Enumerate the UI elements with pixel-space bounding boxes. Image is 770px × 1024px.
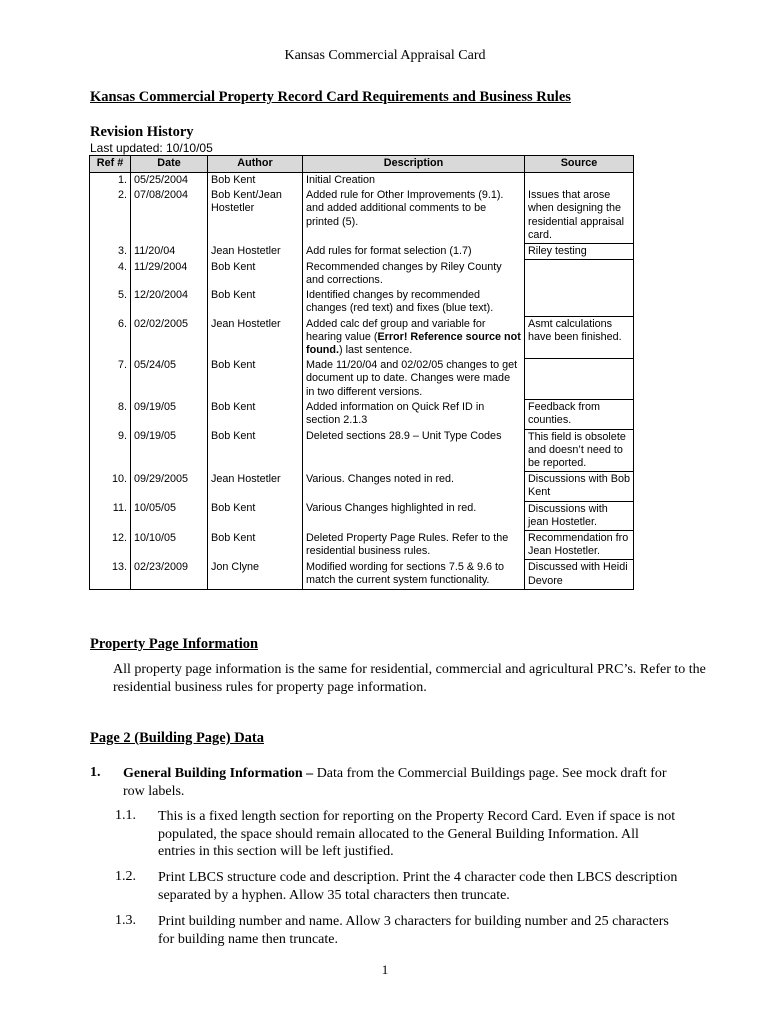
column-header-source: Source <box>525 156 634 173</box>
column-header-author: Author <box>208 156 303 173</box>
description-cell: Identified changes by recommended changes (red text) and fixes (blue text). <box>303 288 525 316</box>
table-row <box>90 317 634 359</box>
source-cell <box>525 260 634 288</box>
page-number: 1 <box>381 962 389 977</box>
author-cell: Jean Hostetler <box>208 472 303 501</box>
table-row <box>90 472 634 501</box>
ref-cell: 10. <box>90 472 131 501</box>
description-cell: Deleted Property Page Rules. Refer to the residential business rules. <box>303 531 525 560</box>
section-number: 1. <box>90 765 101 780</box>
description-cell: Made 11/20/04 and 02/02/05 changes to get document up to date. Changes were made in two different versions. <box>303 358 525 400</box>
ref-cell: 4. <box>90 260 131 288</box>
date-cell: 02/02/2005 <box>131 317 208 359</box>
table-row <box>90 560 634 589</box>
table-row <box>90 173 634 189</box>
ref-cell: 8. <box>90 400 131 429</box>
column-header-description: Description <box>303 156 525 173</box>
ref-cell: 1. <box>90 173 131 189</box>
date-cell: 09/29/2005 <box>131 472 208 501</box>
page-header: Kansas Commercial Appraisal Card <box>284 48 486 63</box>
author-cell: Bob Kent <box>208 260 303 288</box>
table-row <box>90 429 634 472</box>
date-cell: 09/19/05 <box>131 400 208 429</box>
description-cell: Added rule for Other Improvements (9.1). and added additional comments to be printed (5). <box>303 188 525 243</box>
table-row <box>90 188 634 243</box>
date-cell: 12/20/2004 <box>131 288 208 316</box>
item-text: This is a fixed length section for reporting on the Property Record Card. Even if space is not populated, the space should remain allocated to the General Building Information. All entries in this section will be left justified. <box>158 809 676 859</box>
source-cell <box>525 288 634 316</box>
item-number: 1.3. <box>115 913 136 928</box>
table-row <box>90 288 634 316</box>
source-cell: Issues that arose when designing the residential appraisal card. <box>525 188 634 243</box>
source-cell: Discussed with Heidi Devore <box>525 560 634 589</box>
description-cell: Deleted sections 28.9 – Unit Type Codes <box>303 429 525 472</box>
property-page-heading: Property Page Information <box>90 636 259 652</box>
item-text: Print building number and name. Allow 3 characters for building number and 25 characters for building name then truncate. <box>158 914 669 947</box>
date-cell: 05/24/05 <box>131 358 208 400</box>
description-cell: Add rules for format selection (1.7) <box>303 244 525 260</box>
description-cell: Recommended changes by Riley County and corrections. <box>303 260 525 288</box>
description-cell: Modified wording for sections 7.5 & 9.6 to match the current system functionality. <box>303 560 525 589</box>
date-cell: 11/20/04 <box>131 244 208 260</box>
description-cell: Initial Creation <box>303 173 525 189</box>
date-cell: 05/25/2004 <box>131 173 208 189</box>
ref-cell: 7. <box>90 358 131 400</box>
author-cell: Bob Kent <box>208 358 303 400</box>
table-row <box>90 531 634 560</box>
item-number: 1.2. <box>115 869 136 884</box>
author-cell: Bob Kent <box>208 501 303 530</box>
author-cell: Bob Kent/Jean Hostetler <box>208 188 303 243</box>
author-cell: Bob Kent <box>208 429 303 472</box>
last-updated-text: Last updated: 10/10/05 <box>90 141 213 155</box>
author-cell: Bob Kent <box>208 531 303 560</box>
section-paragraph <box>123 765 683 800</box>
description-cell <box>303 317 525 359</box>
description-cell: Various Changes highlighted in red. <box>303 501 525 530</box>
author-cell: Jean Hostetler <box>208 317 303 359</box>
page2-heading: Page 2 (Building Page) Data <box>90 730 264 746</box>
source-cell: This field is obsolete and doesn’t need to be reported. <box>525 429 634 472</box>
ref-cell: 9. <box>90 429 131 472</box>
table-row <box>90 501 634 530</box>
table-row <box>90 244 634 260</box>
description-cell: Added information on Quick Ref ID in section 2.1.3 <box>303 400 525 429</box>
author-cell: Bob Kent <box>208 400 303 429</box>
table-row <box>90 358 634 400</box>
description-text: Added calc def group and variable for hearing value ( <box>306 317 486 343</box>
source-cell: Discussions with Bob Kent <box>525 472 634 501</box>
table-row <box>90 260 634 288</box>
description-text: ) last sentence. <box>338 343 413 356</box>
source-cell <box>525 358 634 400</box>
date-cell: 10/05/05 <box>131 501 208 530</box>
section-title: General Building Information – <box>123 766 314 781</box>
date-cell: 02/23/2009 <box>131 560 208 589</box>
table-row <box>90 400 634 429</box>
date-cell: 07/08/2004 <box>131 188 208 243</box>
source-cell: Discussions with jean Hostetler. <box>525 501 634 530</box>
column-header-date: Date <box>131 156 208 173</box>
property-page-paragraph: All property page information is the same for residential, commercial and agricultural PRC’s. Refer to the residential business rules for property page information. <box>113 662 706 695</box>
date-cell: 09/19/05 <box>131 429 208 472</box>
date-cell: 10/10/05 <box>131 531 208 560</box>
ref-cell: 11. <box>90 501 131 530</box>
author-cell: Bob Kent <box>208 173 303 189</box>
ref-cell: 12. <box>90 531 131 560</box>
item-number: 1.1. <box>115 808 136 823</box>
author-cell: Bob Kent <box>208 288 303 316</box>
error-reference-text: Error! Reference source not found. <box>306 330 521 356</box>
table-header-row <box>90 156 634 173</box>
revision-history-table <box>89 155 634 590</box>
column-header-ref: Ref # <box>90 156 131 173</box>
source-cell: Riley testing <box>525 244 634 260</box>
ref-cell: 6. <box>90 317 131 359</box>
source-cell: Feedback from counties. <box>525 400 634 429</box>
source-cell <box>525 173 634 189</box>
author-cell: Jon Clyne <box>208 560 303 589</box>
section-text: Data from the Commercial Buildings page. See mock draft for row labels. <box>123 766 667 799</box>
ref-cell: 5. <box>90 288 131 316</box>
revision-history-heading: Revision History <box>90 124 194 140</box>
ref-cell: 3. <box>90 244 131 260</box>
ref-cell: 13. <box>90 560 131 589</box>
source-cell: Asmt calculations have been finished. <box>525 317 634 359</box>
source-cell: Recommendation fro Jean Hostetler. <box>525 531 634 560</box>
item-text: Print LBCS structure code and description. Print the 4 character code then LBCS description separated by a hyphen. Allow 35 total characters then truncate. <box>158 870 678 903</box>
document-title: Kansas Commercial Property Record Card Requirements and Business Rules <box>90 89 571 105</box>
author-cell: Jean Hostetler <box>208 244 303 260</box>
date-cell: 11/29/2004 <box>131 260 208 288</box>
description-cell: Various. Changes noted in red. <box>303 472 525 501</box>
ref-cell: 2. <box>90 188 131 243</box>
